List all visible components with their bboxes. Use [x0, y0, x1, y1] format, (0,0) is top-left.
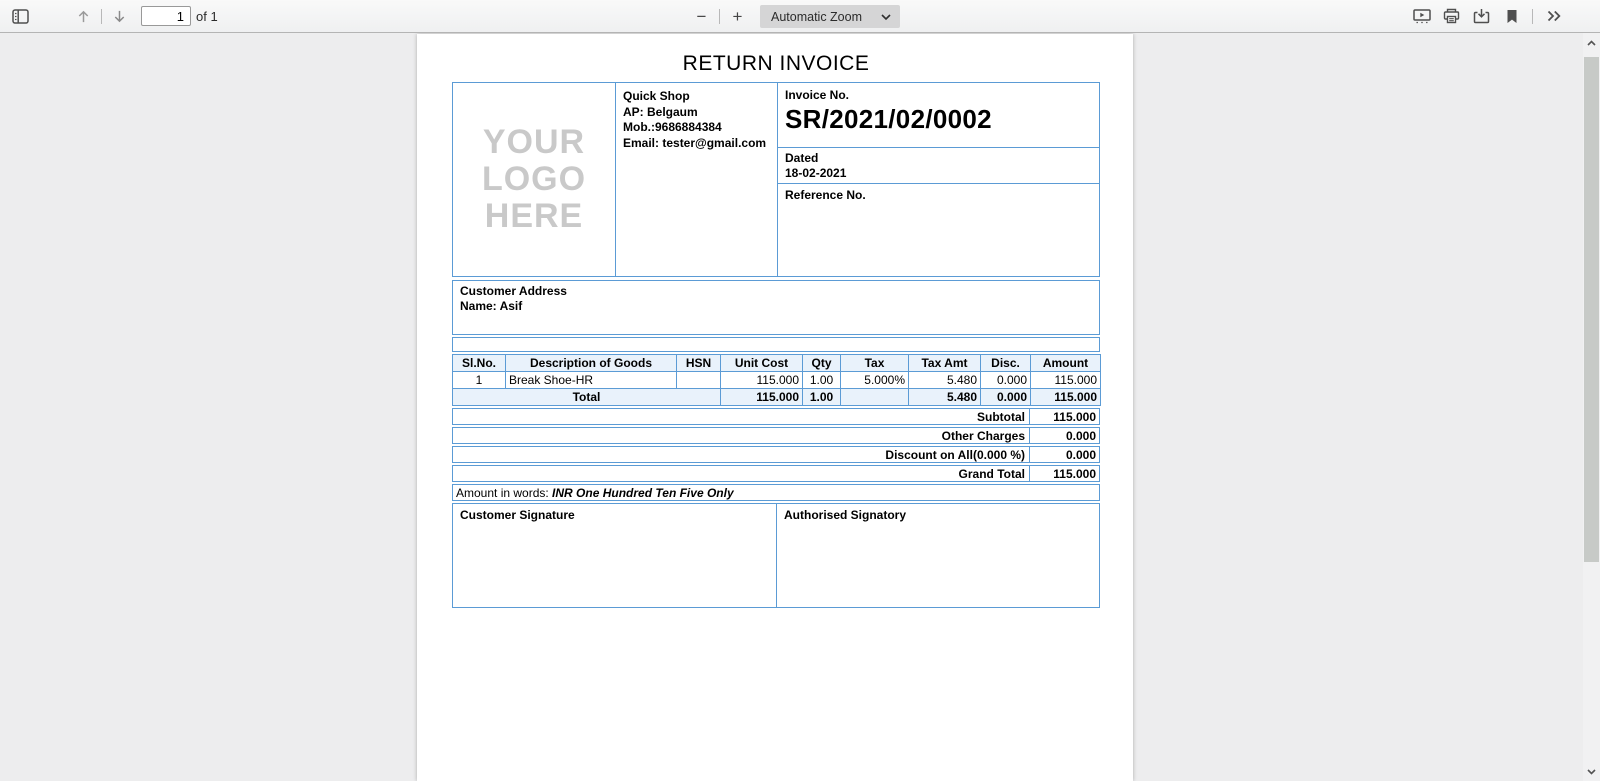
- empty-strip-box: [452, 337, 1100, 352]
- summary-value: 115.000: [1029, 409, 1099, 424]
- authorised-signatory-cell: [777, 504, 1099, 607]
- summary-label: Subtotal: [977, 410, 1025, 424]
- invoice-title: RETURN INVOICE: [682, 52, 870, 75]
- summary-label: Grand Total: [958, 467, 1025, 481]
- table-row: [453, 372, 1101, 389]
- items-table: [452, 354, 1101, 406]
- more-tools-button[interactable]: [1540, 3, 1567, 29]
- authorised-signatory-label: Authorised Signatory: [784, 508, 907, 522]
- chevron-down-icon: [881, 14, 891, 21]
- signature-box: [452, 503, 1100, 608]
- summary-value: 0.000: [1029, 447, 1099, 462]
- minus-icon: −: [696, 7, 707, 26]
- total-qty: 1.00: [803, 389, 841, 406]
- customer-address-label: Customer Address: [460, 284, 567, 298]
- customer-signature-label: Customer Signature: [460, 508, 575, 522]
- shop-name: Quick Shop: [623, 89, 690, 103]
- scrollbar-up-arrow[interactable]: [1583, 35, 1600, 50]
- cell-disc: 0.000: [981, 372, 1031, 389]
- summary-value: 0.000: [1029, 428, 1099, 443]
- total-label: Total: [453, 389, 721, 406]
- amount-in-words: INR One Hundred Ten Five Only: [552, 486, 734, 500]
- header-disc: Disc.: [981, 355, 1031, 372]
- items-table-header-row: [453, 355, 1101, 372]
- reference-section: [778, 184, 1099, 276]
- cell-tax: 5.000%: [841, 372, 909, 389]
- invoice-document: [452, 48, 1100, 608]
- header-unit-cost: Unit Cost: [721, 355, 803, 372]
- download-icon: [1473, 8, 1490, 24]
- total-tax: [841, 389, 909, 406]
- summary-row-other-charges: [452, 427, 1100, 444]
- summary-label: Discount on All(0.000 %): [885, 448, 1025, 462]
- customer-name: Name: Asif: [460, 299, 523, 313]
- zoom-select[interactable]: [760, 5, 900, 28]
- next-page-button[interactable]: [106, 3, 133, 29]
- reference-label: Reference No.: [785, 188, 866, 202]
- table-total-row: [453, 389, 1101, 406]
- shop-address: AP: Belgaum: [623, 104, 698, 119]
- summary-row-discount: [452, 446, 1100, 463]
- plus-icon: +: [732, 7, 743, 26]
- invoice-date: 18-02-2021: [785, 166, 847, 180]
- previous-page-button[interactable]: [70, 3, 97, 29]
- logo-line: YOUR: [482, 123, 586, 161]
- print-button[interactable]: [1438, 3, 1465, 29]
- header-tax-amt: Tax Amt: [909, 355, 981, 372]
- header-hsn: HSN: [677, 355, 721, 372]
- logo-line: HERE: [484, 197, 584, 235]
- cell-amount: 115.000: [1031, 372, 1101, 389]
- logo-placeholder: [453, 83, 615, 276]
- pdf-viewer-area: [0, 33, 1600, 781]
- presentation-mode-button[interactable]: [1408, 3, 1435, 29]
- toolbar-separator: [101, 9, 102, 24]
- cell-qty: 1.00: [803, 372, 841, 389]
- customer-signature-cell: [453, 504, 777, 607]
- header-description: Description of Goods: [506, 355, 677, 372]
- presentation-icon: [1413, 8, 1431, 24]
- header-amount: Amount: [1031, 355, 1101, 372]
- cell-unit-cost: 115.000: [721, 372, 803, 389]
- download-button[interactable]: [1468, 3, 1495, 29]
- shop-mobile: Mob.:9686884384: [623, 120, 722, 134]
- zoom-out-button[interactable]: [688, 4, 715, 30]
- shop-email: Email: tester@gmail.com: [623, 135, 767, 150]
- amount-in-words-label: Amount in words:: [456, 486, 553, 500]
- scrollbar-thumb[interactable]: [1584, 57, 1599, 562]
- summary-row-grand-total: [452, 465, 1100, 482]
- pdf-toolbar: [0, 0, 1600, 33]
- dated-label: Dated: [785, 151, 819, 165]
- sidebar-toggle-icon: [12, 9, 29, 24]
- header-slno: Sl.No.: [453, 355, 506, 372]
- invoice-header-box: [452, 82, 1100, 277]
- bookmark-button[interactable]: [1498, 3, 1525, 29]
- invoice-date-section: [778, 148, 1099, 184]
- scrollbar-down-arrow[interactable]: [1583, 764, 1600, 779]
- toolbar-separator: [1532, 9, 1533, 24]
- bookmark-icon: [1506, 9, 1518, 24]
- cell-hsn: [677, 372, 721, 389]
- summary-label: Other Charges: [941, 429, 1025, 443]
- up-arrow-icon: [76, 9, 91, 24]
- page-number-input[interactable]: [141, 6, 191, 26]
- printer-icon: [1443, 8, 1460, 24]
- zoom-select-label: Automatic Zoom: [771, 9, 863, 24]
- zoom-in-button[interactable]: [724, 4, 751, 30]
- cell-description: Break Shoe-HR: [506, 372, 677, 389]
- double-chevron-icon: [1546, 9, 1562, 23]
- sidebar-toggle-button[interactable]: [7, 3, 34, 29]
- toolbar-separator: [719, 9, 720, 24]
- header-qty: Qty: [803, 355, 841, 372]
- page-nav-group: [70, 3, 218, 29]
- customer-address-box: [452, 280, 1100, 335]
- header-tax: Tax: [841, 355, 909, 372]
- invoice-number-label: Invoice No.: [785, 88, 850, 102]
- cell-tax-amt: 5.480: [909, 372, 981, 389]
- shop-info: [615, 83, 777, 276]
- amount-in-words-row: [452, 484, 1100, 501]
- toolbar-left-group: [0, 3, 218, 29]
- cell-slno: 1: [453, 372, 506, 389]
- total-unit-cost: 115.000: [721, 389, 803, 406]
- down-arrow-icon: [112, 9, 127, 24]
- total-tax-amt: 5.480: [909, 389, 981, 406]
- total-amount: 115.000: [1031, 389, 1101, 406]
- toolbar-zoom-group: [688, 0, 900, 33]
- invoice-number: SR/2021/02/0002: [785, 104, 992, 134]
- vertical-scrollbar[interactable]: [1583, 33, 1600, 781]
- logo-line: LOGO: [481, 160, 587, 198]
- page-count-label: of 1: [196, 8, 218, 24]
- document-page: [417, 34, 1133, 781]
- toolbar-right-group: [1408, 3, 1600, 29]
- invoice-meta: [777, 83, 1099, 276]
- total-disc: 0.000: [981, 389, 1031, 406]
- invoice-number-section: [778, 83, 1099, 148]
- summary-row-subtotal: [452, 408, 1100, 425]
- summary-value: 115.000: [1029, 466, 1099, 481]
